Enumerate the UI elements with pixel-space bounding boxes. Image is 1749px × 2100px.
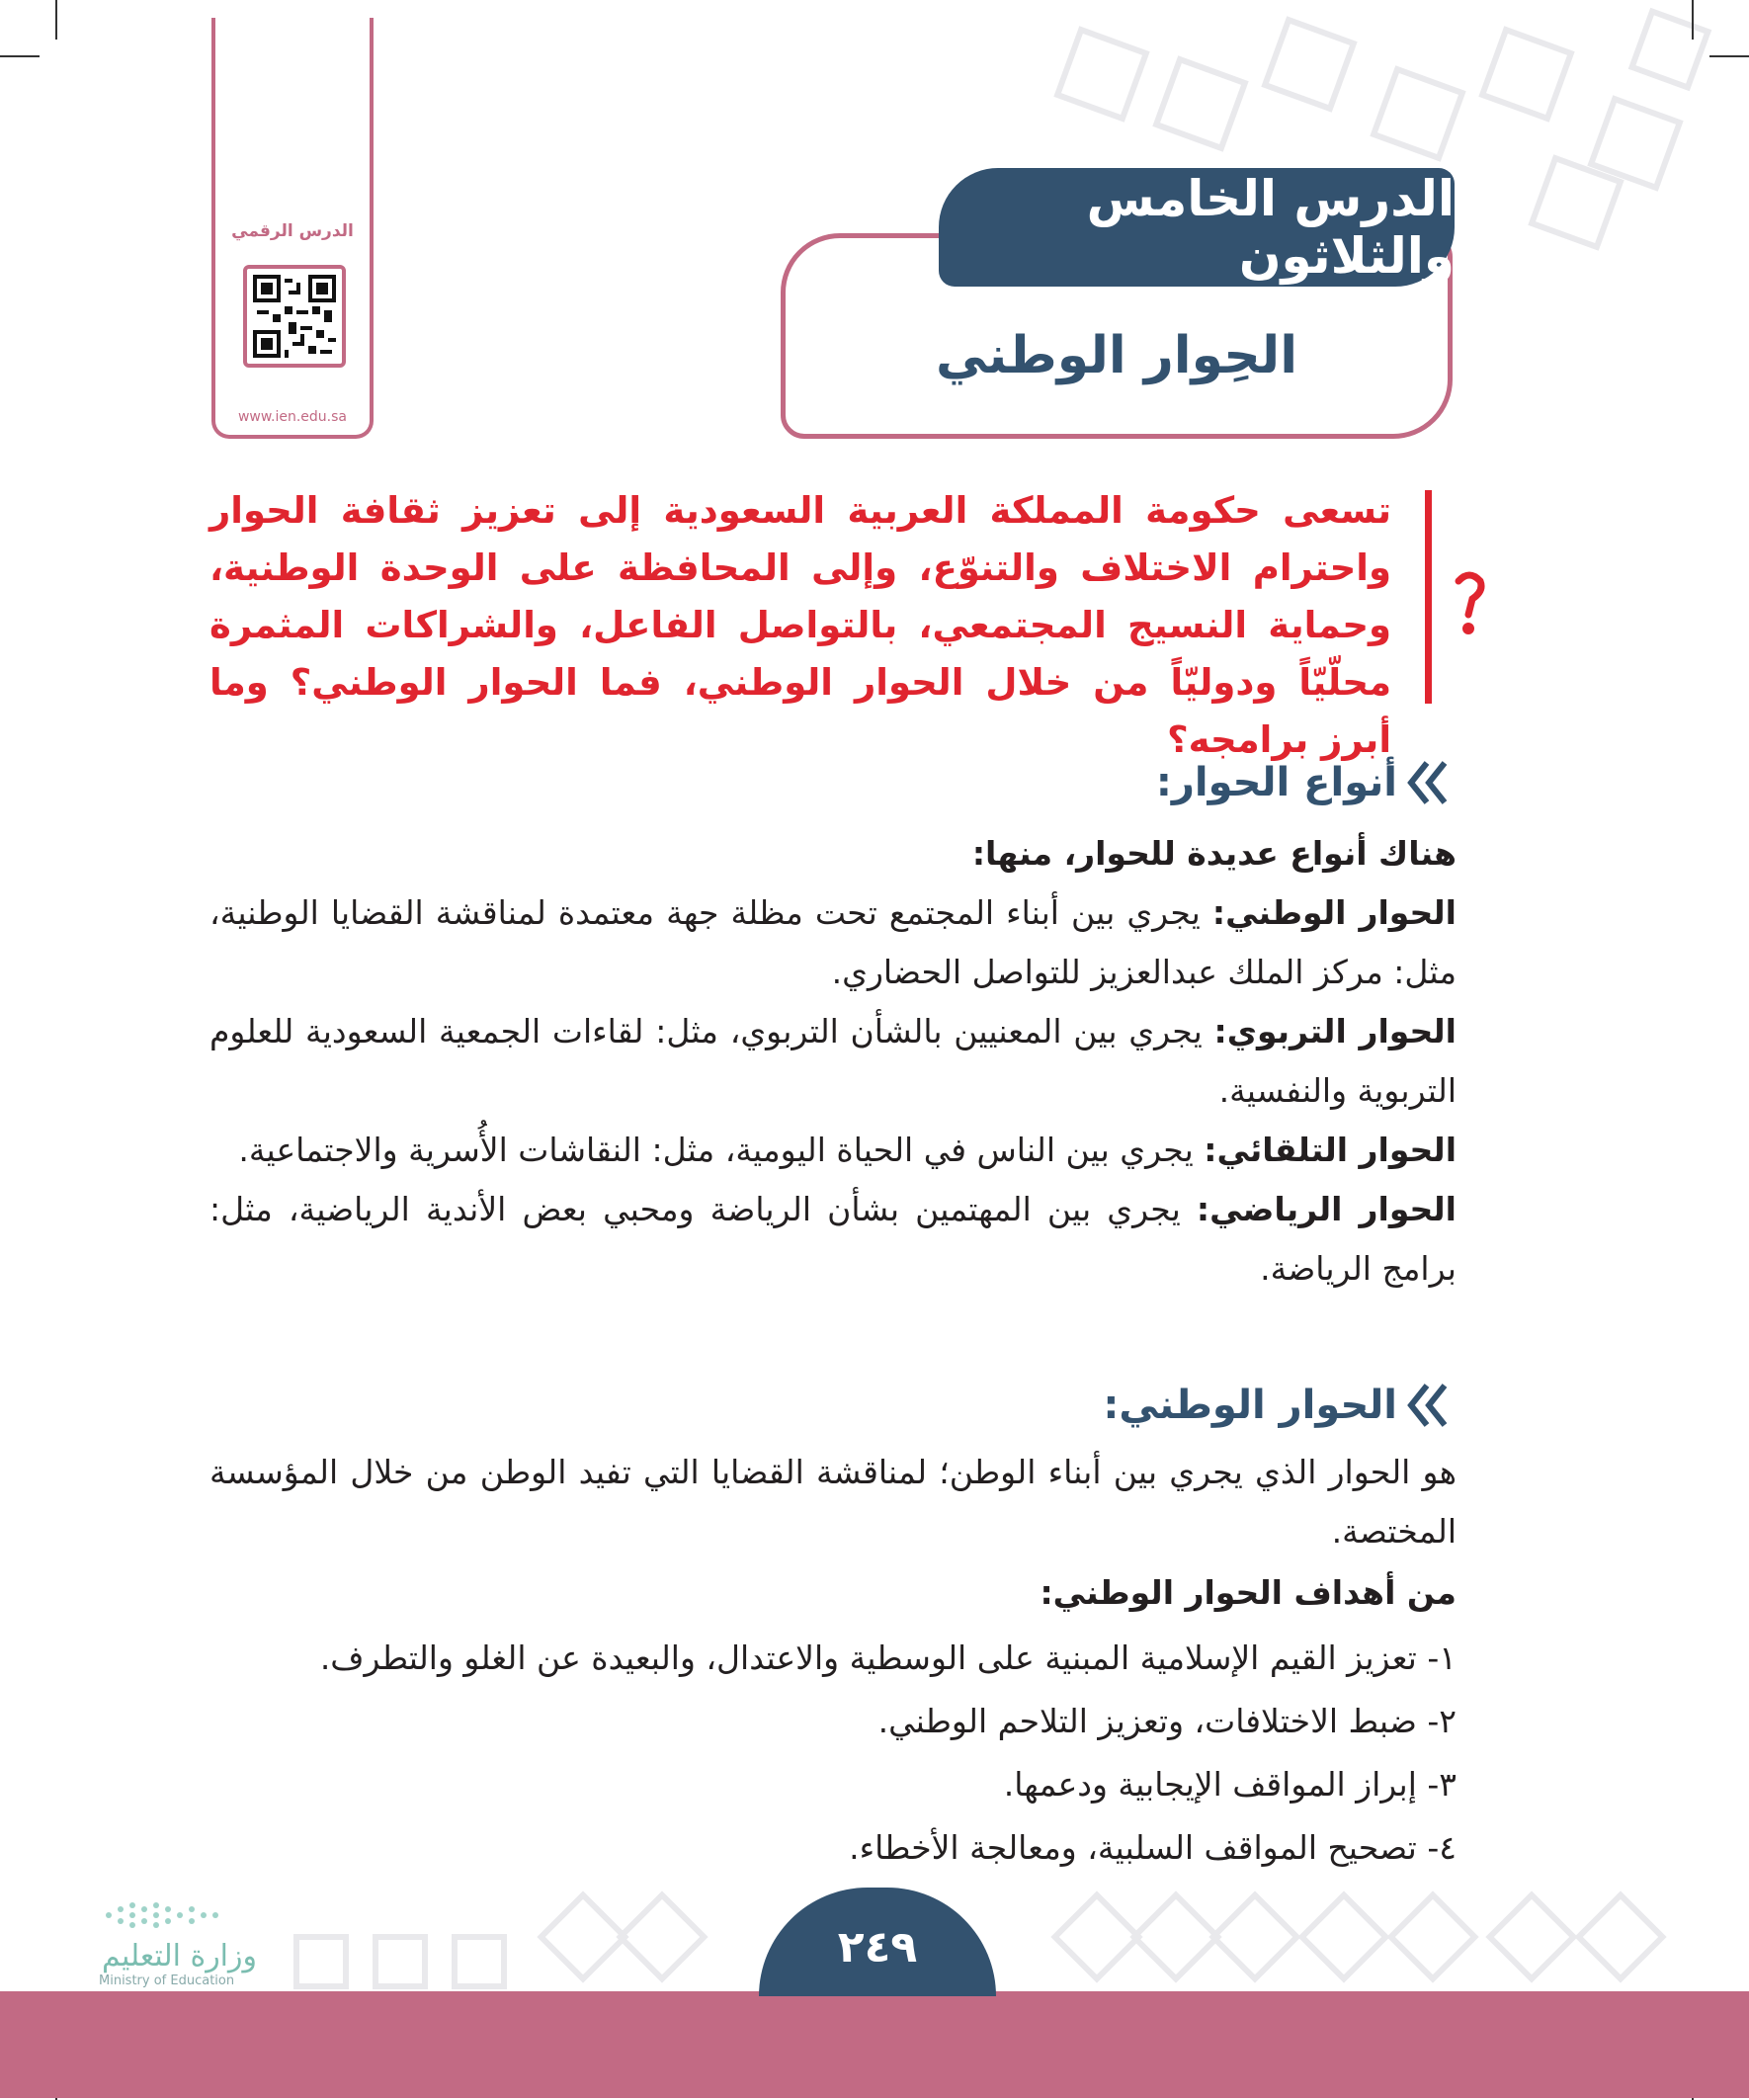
goal-item: ٣- إبراز المواقف الإيجابية ودعمها. [1003,1765,1457,1804]
goals-heading: من أهداف الحوار الوطني: [1040,1573,1457,1612]
digital-lesson-label: الدرس الرقمي [231,221,354,241]
qr-code-icon[interactable] [243,265,346,368]
dialogue-type-educational [209,1002,1457,1121]
goal-item: ١- تعزيز القيم الإسلامية المبنية على الوسطية والاعتدال، والبعيدة عن الغلو والتطرف. [319,1638,1457,1677]
intro-paragraph: تسعى حكومة المملكة العربية السعودية إلى تعزيز ثقافة الحوار واحترام الاختلاف والتنوّع، وإلى المحافظة على الوحدة الوطنية، وحماية النسيج المجتمعي، بالتواصل الفاعل، والشراكات المثمرة محلّيّاً ودوليّاً من خلال الحوار الوطني، فما الحوار الوطني؟ وما أبرز برامجه؟ [209,489,1391,761]
lesson-number-banner: الدرس الخامس والثلاثون [939,168,1455,287]
footer-band [0,1991,1749,2098]
types-heading-text: أنواع الحوار: [1155,760,1397,805]
dialogue-type-national [209,883,1457,1002]
national-definition: هو الحوار الذي يجري بين أبناء الوطن؛ لمناقشة القضايا التي تفيد الوطن من خلال المؤسسة المختصة. [209,1453,1457,1551]
double-chevron-icon [1407,1382,1455,1429]
goals-list [209,1627,1457,1880]
goal-item: ٤- تصحيح المواقف السلبية، ومعالجة الأخطاء. [849,1828,1457,1867]
dialogue-type-term: الحوار الرياضي: [1196,1190,1457,1228]
lesson-title: الحِوار الوطني [935,326,1298,385]
dialogue-type-term: الحوار التلقائي: [1204,1131,1457,1169]
ministry-logo-dots-icon [99,1895,247,1935]
goal-item: ٢- ضبط الاختلافات، وتعزيز التلاحم الوطني. [877,1702,1457,1740]
national-heading-text: الحوار الوطني: [1103,1383,1397,1428]
ministry-name-ar: وزارة التعليم [101,1939,257,1974]
question-mark-icon [1453,571,1486,640]
crop-mark [1692,0,1694,40]
dialogue-type-text: يجري بين الناس في الحياة اليومية، مثل: النقاشات الأُسرية والاجتماعية. [238,1131,1205,1169]
digital-lesson-url[interactable]: www.ien.edu.sa [237,409,348,425]
types-lead: هناك أنواع عديدة للحوار، منها: [971,834,1457,873]
goals-block [209,1561,1457,1880]
national-heading [1103,1382,1455,1429]
dialogue-type-sports [209,1180,1457,1299]
crop-mark [0,55,40,57]
dialogue-type-text: يجري بين المهتمين بشأن الرياضة ومحبي بعض الأندية الرياضية، مثل: برامج الرياضة. [209,1190,1457,1288]
page-number: ٢٤٩ [759,1888,996,1996]
types-heading [1156,759,1455,806]
dialogue-type-term: الحوار الوطني: [1211,893,1457,932]
dialogue-type-text: يجري بين أبناء المجتمع تحت مظلة جهة معتمدة لمناقشة القضايا الوطنية، مثل: مركز الملك عبدالعزيز للتواصل الحضاري. [209,893,1457,991]
intro-accent-bar [1425,490,1432,704]
dialogue-type-spontaneous [209,1121,1457,1180]
double-chevron-icon [1407,759,1455,806]
types-body [209,824,1457,1299]
crop-mark [55,0,57,40]
dialogue-type-term: الحوار التربوي: [1213,1012,1457,1050]
crop-mark [1709,55,1749,57]
ministry-name-en: Ministry of Education [99,1974,235,1988]
digital-lesson-card [211,18,374,439]
ministry-logo [99,1895,257,1988]
dialogue-type-text: يجري بين المعنيين بالشأن التربوي، مثل: لقاءات الجمعية السعودية للعلوم التربوية والنفسية. [209,1012,1457,1110]
